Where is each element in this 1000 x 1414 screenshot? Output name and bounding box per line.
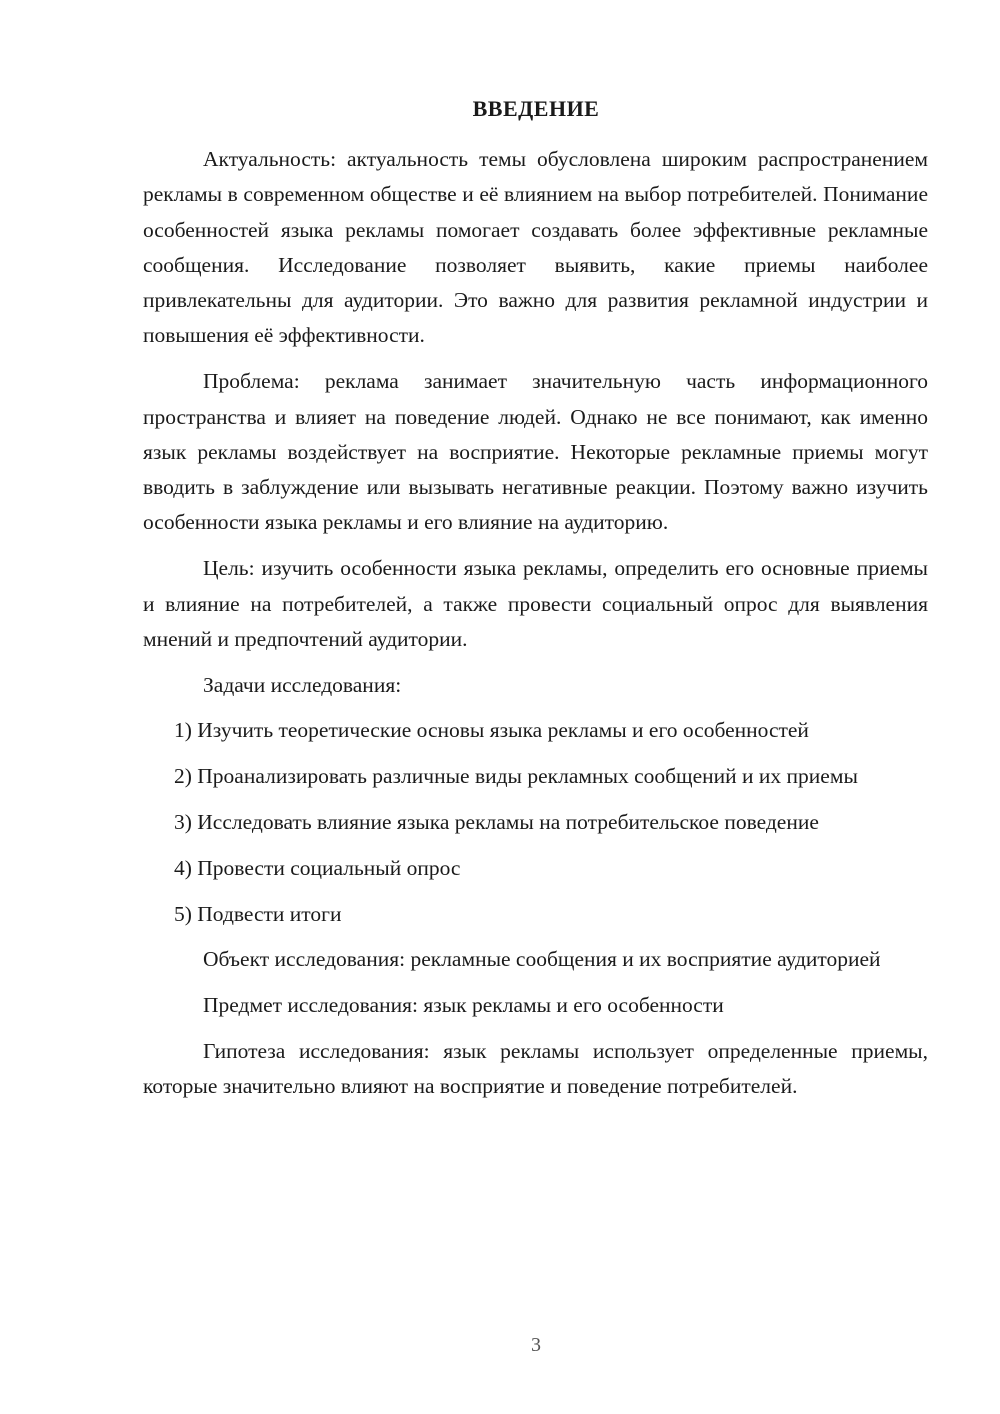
task-item: 2) Проанализировать различные виды рекламных сообщений и их приемы	[174, 764, 858, 789]
task-item: 3) Исследовать влияние языка рекламы на потребительское поведение	[174, 810, 819, 835]
hypothesis-paragraph: Гипотеза исследования: язык рекламы использует определенные приемы, которые значительно влияют на восприятие и поведение потребителей.	[143, 1039, 928, 1099]
task-item: 5) Подвести итоги	[174, 901, 342, 926]
task-item: 1) Изучить теоретические основы языка рекламы и его особенностей	[174, 718, 809, 743]
task-item: 4) Провести социальный опрос	[174, 855, 461, 880]
object-paragraph: Объект исследования: рекламные сообщения и их восприятие аудиторией	[203, 947, 881, 972]
section-title: ВВЕДЕНИЕ	[472, 96, 600, 121]
relevance-paragraph: Актуальность: актуальность темы обусловлена широким распространением рекламы в современном обществе и её влиянием на выбор потребителей. Понимание особенностей языка рекламы помогает создавать более эффективные рекламные сообщения. Исследование позволяет выявить, какие приемы наиболее привлекательны для аудитории. Это важно для развития рекламной индустрии и повышения её эффективности.	[143, 147, 928, 348]
subject-paragraph: Предмет исследования: язык рекламы и его особенности	[203, 993, 724, 1018]
goal-paragraph: Цель: изучить особенности языка рекламы, определить его основные приемы и влияние на потребителей, а также провести социальный опрос для выявления мнений и предпочтений аудитории.	[143, 556, 928, 651]
problem-paragraph: Проблема: реклама занимает значительную часть информационного пространства и влияет на поведение людей. Однако не все понимают, как именно язык рекламы воздействует на восприятие. Некоторые рекламные приемы могут вводить в заблуждение или вызывать негативные реакции. Поэтому важно изучить особенности языка рекламы и его влияние на аудиторию.	[143, 369, 928, 535]
page-number: 3	[531, 1334, 541, 1356]
tasks-heading: Задачи исследования:	[203, 672, 402, 697]
body-text	[143, 142, 928, 1115]
